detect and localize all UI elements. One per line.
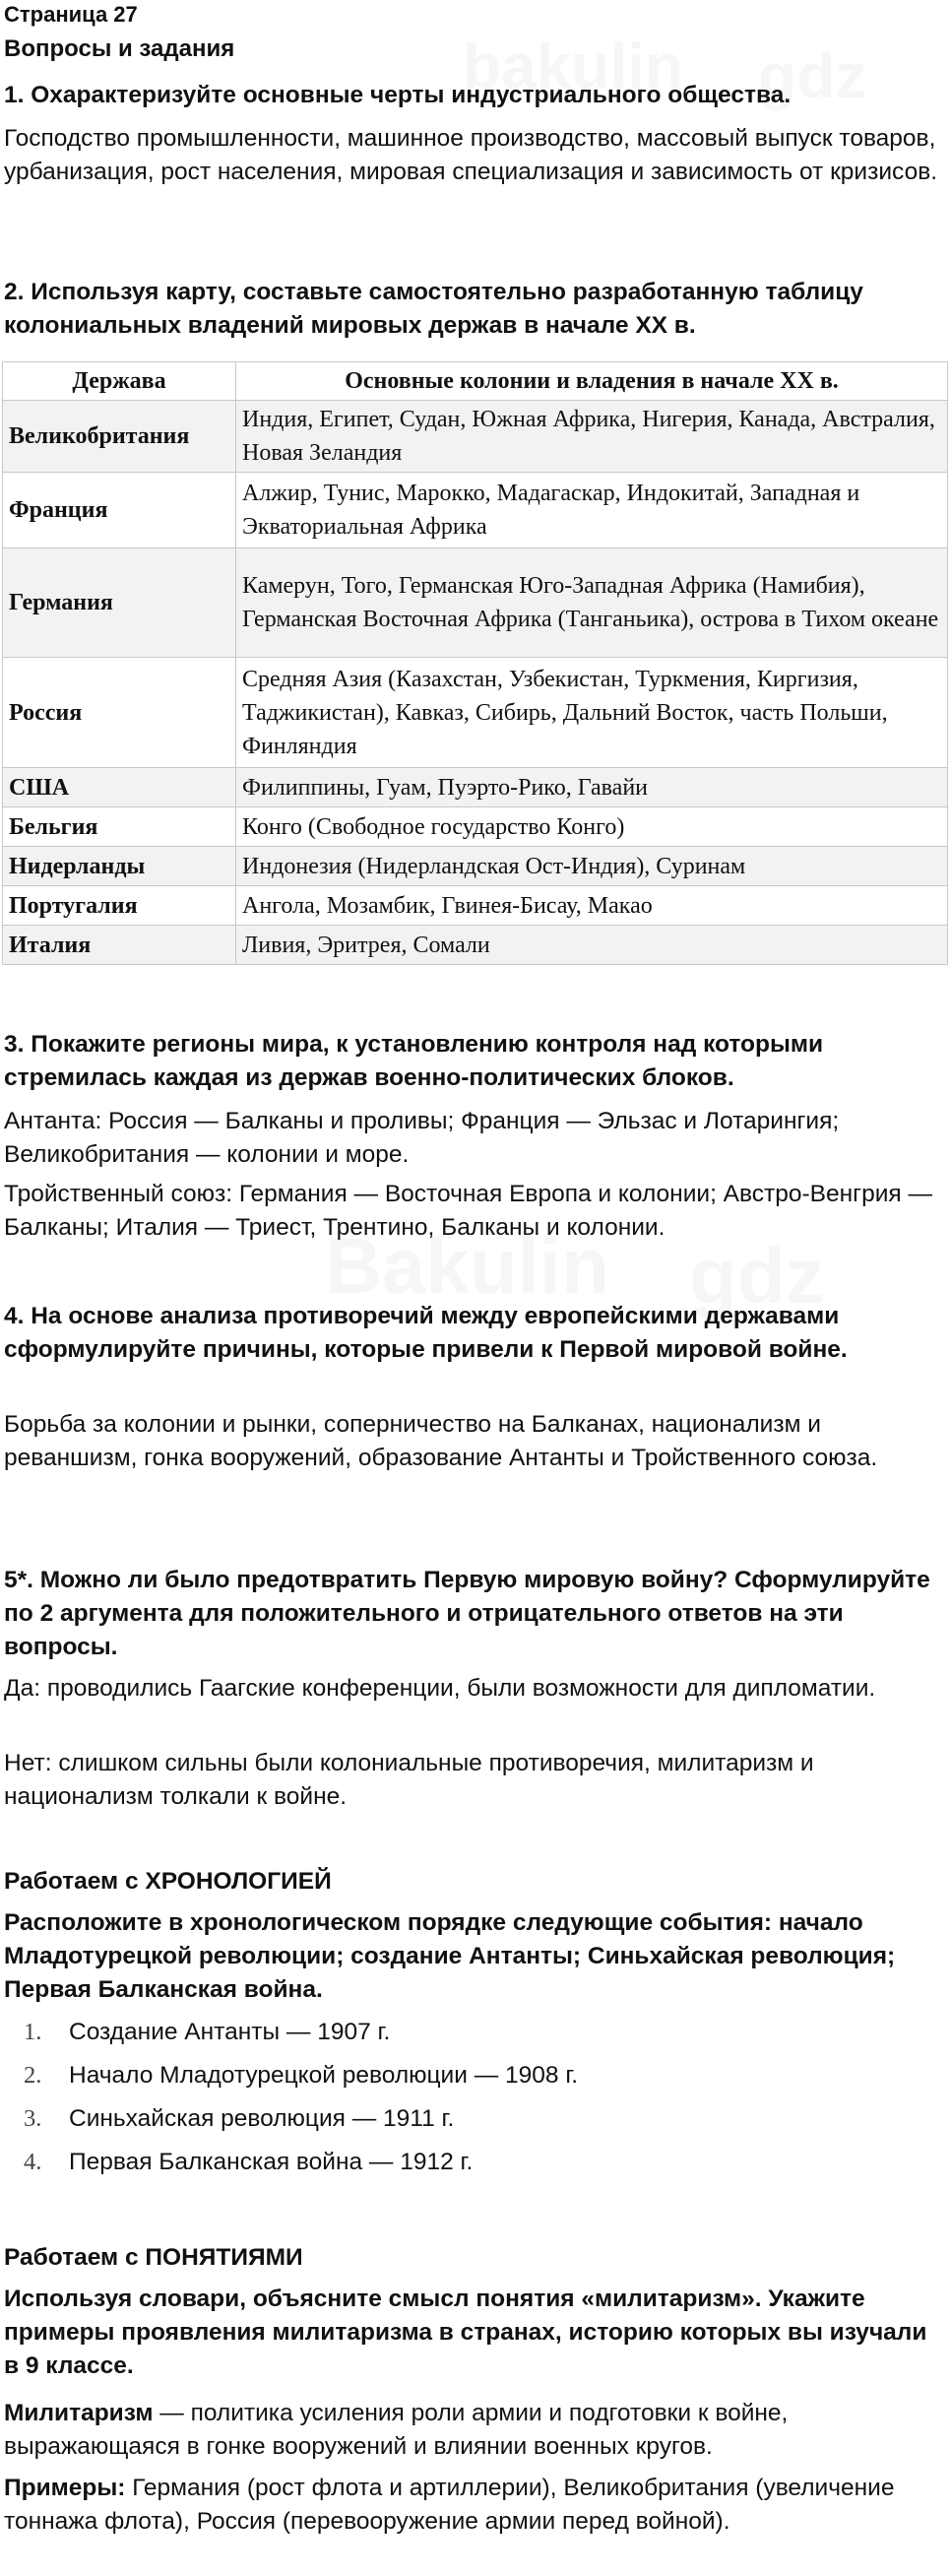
table-cell-holdings: Алжир, Тунис, Марокко, Мадагаскар, Индокитай, Западная и Экваториальная Африка [236,473,948,548]
table-cell-country: Великобритания [3,401,236,473]
table-cell-country: Португалия [3,886,236,926]
colonies-table [2,361,948,965]
table-cell-holdings: Конго (Свободное государство Конго) [236,807,948,847]
question-5-answer-no: Нет: слишком сильны были колониальные противоречия, милитаризм и национализм толкали к войне. [4,1750,814,1810]
table-cell-country: Германия [3,548,236,658]
table-cell-holdings: Индонезия (Нидерландская Ост-Индия), Суринам [236,847,948,886]
table-cell-holdings: Индия, Египет, Судан, Южная Африка, Нигерия, Канада, Австралия, Новая Зеландия [236,401,948,473]
question-4-answer: Борьба за колонии и рынки, соперничество на Балканах, национализм и реваншизм, гонка вооружений, образование Антанты и Тройственного союза. [4,1411,878,1471]
chronology-list [0,2011,886,2184]
concepts-definition [4,2397,947,2464]
list-item-number: 2. [24,2062,42,2089]
table-cell-holdings: Ангола, Мозамбик, Гвинея-Бисау, Макао [236,886,948,926]
question-3-title: 3. Покажите регионы мира, к установлению контроля над которыми стремилась каждая из держав военно-политических блоков. [4,1031,824,1091]
examples-label: Примеры: [4,2475,126,2501]
question-1-title: 1. Охарактеризуйте основные черты индустриального общества. [4,82,792,108]
list-item [0,2097,886,2141]
table-cell-country: США [3,768,236,807]
list-item-number: 4. [24,2149,42,2175]
table-row [3,886,948,926]
table-row [3,847,948,886]
list-item-text: Создание Антанты — 1907 г. [69,2019,391,2045]
table-cell-country: Россия [3,658,236,768]
list-item-text: Начало Младотурецкой революции — 1908 г. [69,2062,579,2089]
table-header-row [3,362,948,401]
table-cell-holdings: Камерун, Того, Германская Юго-Западная Африка (Намибия), Германская Восточная Африка (Танганьика), острова в Тихом океане [236,548,948,658]
table-cell-holdings: Средняя Азия (Казахстан, Узбекистан, Туркмения, Киргизия, Таджикистан), Кавказ, Сибирь, Дальний Восток, часть Польши, Финляндия [236,658,948,768]
table-row [3,401,948,473]
table-row [3,926,948,965]
examples-text: Германия (рост флота и артиллерии), Великобритания (увеличение тоннажа флота), Россия (перевооружение армии перед войной). [4,2475,895,2535]
question-4-title: 4. На основе анализа противоречий между европейскими державами сформулируйте причины, которые привели к Первой мировой войне. [4,1303,848,1363]
table-cell-holdings: Филиппины, Гуам, Пуэрто-Рико, Гавайи [236,768,948,807]
list-item-text: Первая Балканская война — 1912 г. [69,2149,474,2175]
question-2-title: 2. Используя карту, составьте самостоятельно разработанную таблицу колониальных владений мировых держав в начале XX в. [4,279,863,339]
page-number: Страница 27 [4,2,138,27]
question-3-answer-entente: Антанта: Россия — Балканы и проливы; Франция — Эльзас и Лотарингия; Великобритания — колонии и море. [4,1108,840,1168]
table-row [3,807,948,847]
table-cell-country: Франция [3,473,236,548]
table-row [3,658,948,768]
list-item [0,2054,886,2097]
list-item-number: 3. [24,2105,42,2132]
definition-term: Милитаризм [4,2400,154,2426]
table-header-country: Держава [3,362,236,401]
chronology-heading: Работаем с ХРОНОЛОГИЕЙ [4,1868,332,1895]
table-cell-country: Нидерланды [3,847,236,886]
section-title: Вопросы и задания [4,35,235,62]
list-item-text: Синьхайская революция — 1911 г. [69,2105,455,2132]
table-header-holdings: Основные колонии и владения в начале XX в. [236,362,948,401]
table-cell-holdings: Ливия, Эритрея, Сомали [236,926,948,965]
concepts-task: Используя словари, объясните смысл понятия «милитаризм». Укажите примеры проявления милитаризма в странах, историю которых вы изучали в 9 классе. [4,2286,927,2379]
list-item [0,2141,886,2184]
table-row [3,768,948,807]
definition-text: — политика усиления роли армии и подготовки к войне, выражающаяся в гонке вооружений и влиянии военных кругов. [4,2400,789,2460]
table-row [3,548,948,658]
question-5-title: 5*. Можно ли было предотвратить Первую мировую войну? Сформулируйте по 2 аргумента для положительного и отрицательного ответов на эти вопросы. [4,1567,930,1660]
question-5-answer-yes: Да: проводились Гаагские конференции, были возможности для дипломатии. [4,1675,876,1702]
table-cell-country: Бельгия [3,807,236,847]
concepts-heading: Работаем с ПОНЯТИЯМИ [4,2244,303,2271]
table-cell-country: Италия [3,926,236,965]
list-item-number: 1. [24,2019,42,2045]
question-1-answer: Господство промышленности, машинное производство, массовый выпуск товаров, урбанизация, рост населения, мировая специализация и зависимость от кризисов. [4,125,938,185]
table-row [3,473,948,548]
concepts-examples [4,2472,947,2539]
question-3-answer-triple-alliance: Тройственный союз: Германия — Восточная Европа и колонии; Австро-Венгрия — Балканы; Италия — Триест, Трентино, Балканы и колонии. [4,1181,932,1241]
chronology-task: Расположите в хронологическом порядке следующие события: начало Младотурецкой революции; создание Антанты; Синьхайская революция; Первая Балканская война. [4,1909,896,2003]
list-item [0,2011,886,2054]
